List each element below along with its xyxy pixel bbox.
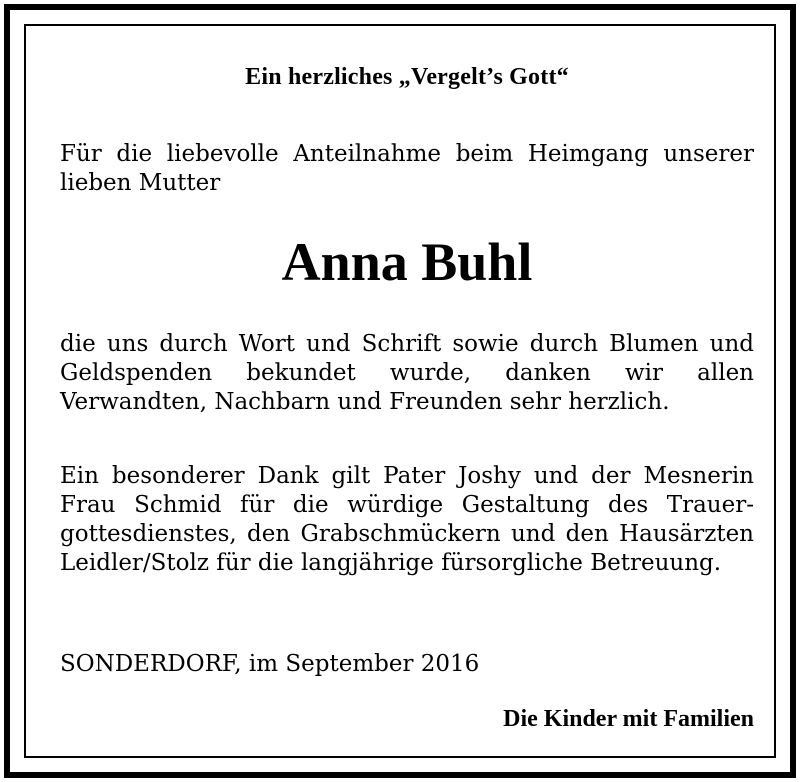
place-date: SONDERDORF, im September 2016	[60, 651, 480, 677]
special-thanks-paragraph: Ein besonderer Dank gilt Pater Joshy und der Mesnerin Frau Schmid für die würdige Gestaltung des Trauergottesdienstes, den Grabschmückern und den Hausärzten Leidler/Stolz für die langjährige fürsorgliche Betreuung.	[60, 463, 754, 576]
thanks-paragraph: die uns durch Wort und Schrift sowie durch Blumen und Geldspenden bekundet wurde, danken wir allen Verwandten, Nachbarn und Freunden sehr herzlich.	[60, 331, 754, 415]
deceased-name: Anna Buhl	[281, 232, 533, 292]
intro-text: Für die liebevolle Anteilnahme beim Heimgang unserer lieben Mutter	[60, 141, 754, 196]
notice-inner-border	[24, 24, 776, 758]
signature: Die Kinder mit Familien	[503, 706, 754, 732]
notice-outer-border	[4, 4, 796, 778]
notice-heading: Ein herzliches „Vergelt’s Gott“	[245, 64, 569, 90]
